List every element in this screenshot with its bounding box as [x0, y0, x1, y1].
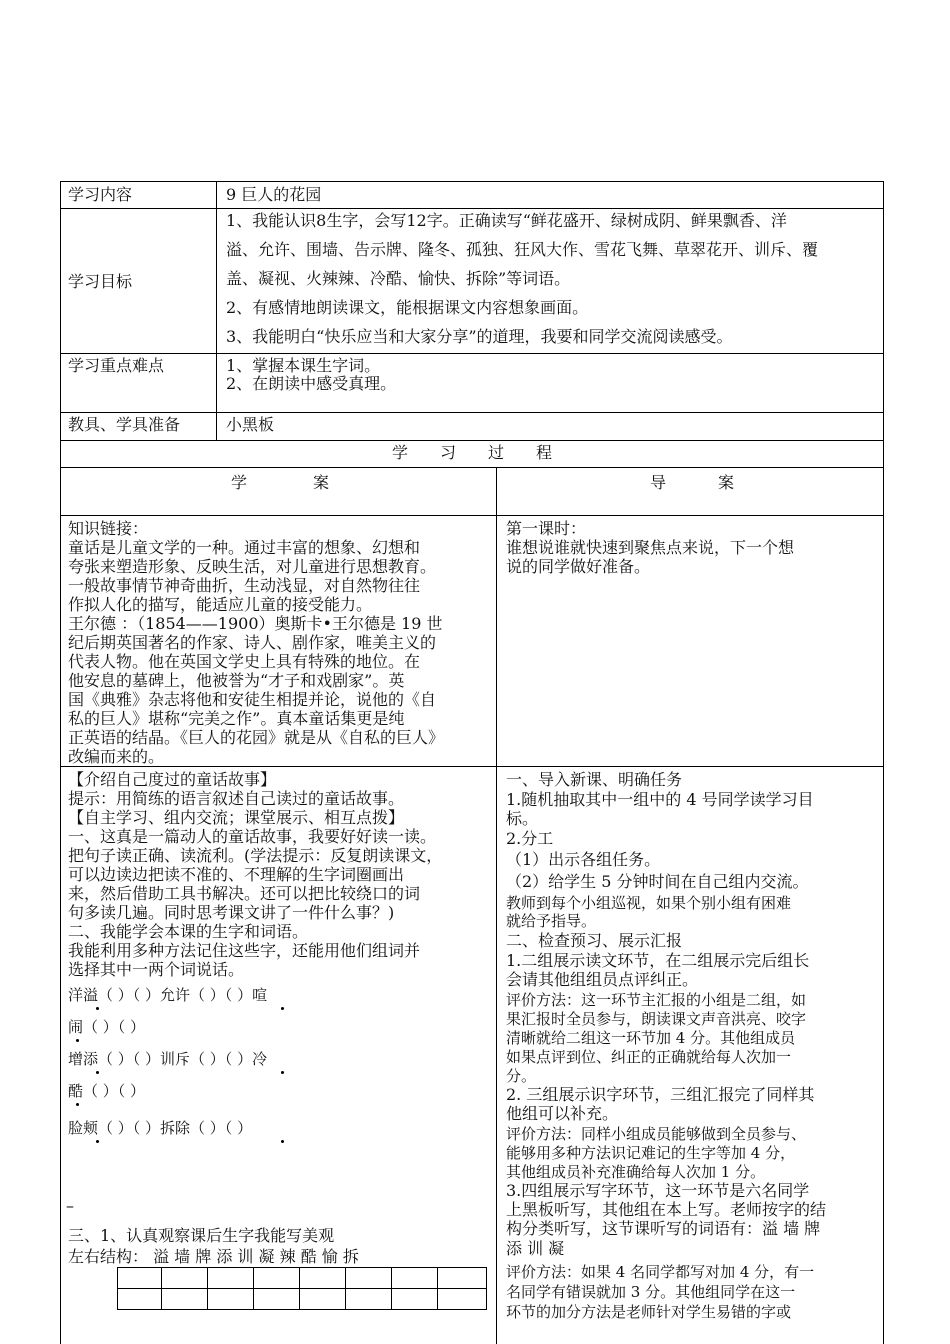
keypoint-line: 1、掌握本课生字词。 — [226, 356, 381, 375]
guide-line: 上黑板听写，其他组在本上写。老师按字的结 — [506, 1200, 827, 1219]
emphasis-dot — [281, 1071, 284, 1074]
knowledge-line: 夸张来塑造形象、反映生活，对儿童进行思想教育。 — [68, 557, 437, 576]
writing-grid-rule — [345, 1267, 346, 1310]
guide-line: （2）给学生 5 分钟时间在自己组内交流。 — [506, 872, 809, 891]
guide-line: 3.四组展示写字环节，这一环节是六名同学 — [506, 1181, 810, 1200]
emphasis-dot — [96, 1140, 99, 1143]
study-line: 句多读几遍。同时思考课文讲了一件什么事？) — [68, 903, 395, 922]
guide-line: 2.分工 — [506, 829, 554, 848]
knowledge-line: 改编而来的。 — [68, 747, 165, 766]
goal-line: 盖、凝视、火辣辣、冷酷、愉快、拆除”等词语。 — [226, 269, 571, 288]
stray-dash: – — [66, 1196, 74, 1215]
guide-line: 分。 — [506, 1067, 537, 1085]
study-line: 提示：用简练的语言叙述自己读过的童话故事。 — [68, 789, 405, 808]
word-exercise-line: 增添（ ）（ ）训斥（ ）（ ）冷 — [68, 1050, 268, 1068]
study-line: 可以边读边把读不准的、不理解的生字词圈画出 — [68, 865, 405, 884]
study-line: 我能利用多种方法记住这些字，还能用他们组词并 — [68, 941, 421, 960]
guide-line: 评价方法：同样小组成员能够做到全员参与、 — [506, 1125, 807, 1143]
emphasis-dot — [96, 1007, 99, 1010]
emphasis-dot — [76, 1103, 79, 1106]
emphasis-dot — [96, 1071, 99, 1074]
guide-line: 名同学有错误就加 3 分。其他组同学在这一 — [506, 1283, 796, 1301]
goals-label: 学习目标 — [68, 272, 133, 291]
row-divider — [60, 208, 884, 209]
process-char: 学 — [392, 443, 409, 462]
row-divider — [60, 766, 884, 767]
writing-grid-rule — [391, 1267, 392, 1310]
label-column-divider — [216, 181, 217, 441]
guide-line: （1）出示各组任务。 — [506, 850, 661, 869]
word-exercise-line: 洋溢（ ）（ ）允许（ ）（ ）喧 — [68, 986, 268, 1004]
daoan-char: 案 — [718, 473, 735, 492]
write-task-line: 三、1、认真观察课后生字我能写美观 — [68, 1226, 335, 1245]
knowledge-line: 国《典雅》杂志将他和安徒生相提并论，说他的《自 — [68, 690, 437, 709]
row-divider — [60, 467, 884, 468]
study-line: 【自主学习、组内交流；课堂展示、相互点拨】 — [68, 808, 405, 827]
prep-label: 教具、学具准备 — [68, 415, 181, 434]
word-exercise-line: 闹（ ）（ ） — [68, 1018, 146, 1036]
row-divider — [60, 412, 884, 413]
knowledge-line: 知识链接： — [68, 519, 149, 538]
writing-grid-rule — [299, 1267, 300, 1310]
guide-line: 其他组成员补充准确给每人次加 1 分。 — [506, 1163, 766, 1181]
writing-grid-rule — [117, 1288, 487, 1289]
study-line: 选择其中一两个词说话。 — [68, 960, 245, 979]
guide-line: 1.随机抽取其中一组中的 4 号同学读学习目 — [506, 790, 814, 809]
prep-value: 小黑板 — [226, 415, 275, 434]
guide-line: 如果点评到位、纠正的正确就给每人次加一 — [506, 1048, 792, 1066]
knowledge-line: 作拟人化的描写，能适应儿童的接受能力。 — [68, 595, 373, 614]
guide-line: 他组可以补充。 — [506, 1104, 619, 1123]
study-line: 【介绍自己度过的童话故事】 — [68, 770, 277, 789]
word-exercise-line: 酷（ ）（ ） — [68, 1082, 146, 1100]
write-task-line: 左右结构： 溢 墙 牌 添 训 凝 辣 酷 愉 拆 — [68, 1247, 359, 1266]
daoan-char: 导 — [650, 473, 667, 492]
writing-grid-rule — [253, 1267, 254, 1310]
emphasis-dot — [76, 1039, 79, 1042]
guide-line: 能够用多种方法识记难记的生字等加 4 分， — [506, 1144, 796, 1162]
row-divider — [60, 515, 884, 516]
emphasis-dot — [281, 1140, 284, 1143]
middle-column-divider — [496, 467, 497, 1344]
knowledge-line: 私的巨人》堪称“完美之作”。真本童话集更是纯 — [68, 709, 405, 728]
row-divider — [60, 353, 884, 354]
knowledge-line: 王尔德 ：（1854——1900）奥斯卡•王尔德是 19 世 — [68, 614, 443, 633]
keypoints-label: 学习重点难点 — [68, 356, 165, 375]
word-exercise-line: 脸颊（ ）（ ）拆除（ ）（ ） — [68, 1119, 253, 1137]
guide-line: 添 训 凝 — [506, 1239, 565, 1258]
goal-line: 3、我能明白“快乐应当和大家分享”的道理，我要和同学交流阅读感受。 — [226, 327, 733, 346]
writing-grid-rule — [207, 1267, 208, 1310]
study-line: 二、我能学会本课的生字和词语。 — [68, 922, 309, 941]
row-divider — [60, 440, 884, 441]
process-char: 过 — [488, 443, 505, 462]
guide-line: 二、检查预习、展示汇报 — [506, 931, 683, 950]
lesson-note-line: 第一课时： — [506, 519, 587, 538]
knowledge-line: 童话是儿童文学的一种。通过丰富的想象、幻想和 — [68, 538, 421, 557]
table-border-right — [883, 181, 884, 1344]
goal-line: 2、有感情地朗读课文，能根据课文内容想象画面。 — [226, 298, 589, 317]
content-label: 学习内容 — [68, 185, 133, 204]
lesson-note-line: 说的同学做好准备。 — [506, 557, 651, 576]
guide-line: 果汇报时全员参与，朗读课文声音洪亮、咬字 — [506, 1010, 807, 1028]
goal-line: 溢、允许、围墙、告示牌、隆冬、孤独、狂风大作、雪花飞舞、草翠花开、训斥、覆 — [226, 240, 819, 259]
keypoint-line: 2、在朗读中感受真理。 — [226, 374, 397, 393]
process-char: 程 — [536, 443, 553, 462]
guide-line: 环节的加分方法是老师针对学生易错的字或 — [506, 1303, 792, 1321]
emphasis-dot — [281, 1007, 284, 1010]
guide-line: 评价方法：这一环节主汇报的小组是二组，如 — [506, 991, 807, 1009]
lesson-title: 9 巨人的花园 — [226, 185, 322, 204]
knowledge-line: 正英语的结晶。《巨人的花园》就是从《自私的巨人》 — [68, 728, 445, 747]
writing-grid-rule — [437, 1267, 438, 1310]
table-border-left — [60, 181, 61, 1344]
knowledge-line: 他安息的墓碑上，他被誉为“才子和戏剧家”。英 — [68, 671, 405, 690]
study-line: 把句子读正确、读流利。(学法提示：反复朗读课文， — [68, 846, 443, 865]
knowledge-line: 代表人物。他在英国文学史上具有特殊的地位。在 — [68, 652, 421, 671]
study-line: 一、这真是一篇动人的童话故事，我要好好读一读。 — [68, 827, 437, 846]
knowledge-line: 纪后期英国著名的作家、诗人、剧作家，唯美主义的 — [68, 633, 437, 652]
guide-line: 一、导入新课、明确任务 — [506, 770, 683, 789]
study-line: 来，然后借助工具书解决。还可以把比较绕口的词 — [68, 884, 421, 903]
guide-line: 标。 — [506, 809, 539, 828]
guide-line: 就给予指导。 — [506, 912, 597, 930]
guide-line: 2. 三组展示识字环节，三组汇报完了同样其 — [506, 1085, 815, 1104]
guide-line: 构分类听写，这节课听写的词语有：溢 墙 牌 — [506, 1219, 821, 1238]
table-border-top — [60, 181, 884, 182]
lesson-note-line: 谁想说谁就快速到聚焦点来说，下一个想 — [506, 538, 795, 557]
guide-line: 会请其他组组员点评纠正。 — [506, 970, 699, 989]
guide-line: 教师到每个小组巡视，如果个别小组有困难 — [506, 894, 792, 912]
guide-line: 1.二组展示读文环节，在二组展示完后组长 — [506, 951, 810, 970]
guide-line: 清晰就给二组这一环节加 4 分。其他组成员 — [506, 1029, 796, 1047]
knowledge-line: 一般故事情节神奇曲折，生动浅显，对自然物往往 — [68, 576, 421, 595]
xuean-char: 案 — [313, 473, 330, 492]
goal-line: 1、我能认识8生字，会写12字。正确读写“鲜花盛开、绿树成阴、鲜果飘香、洋 — [226, 211, 787, 230]
process-char: 习 — [440, 443, 457, 462]
guide-line: 评价方法：如果 4 名同学都写对加 4 分，有一 — [506, 1263, 815, 1281]
xuean-char: 学 — [231, 473, 248, 492]
writing-grid-rule — [161, 1267, 162, 1310]
